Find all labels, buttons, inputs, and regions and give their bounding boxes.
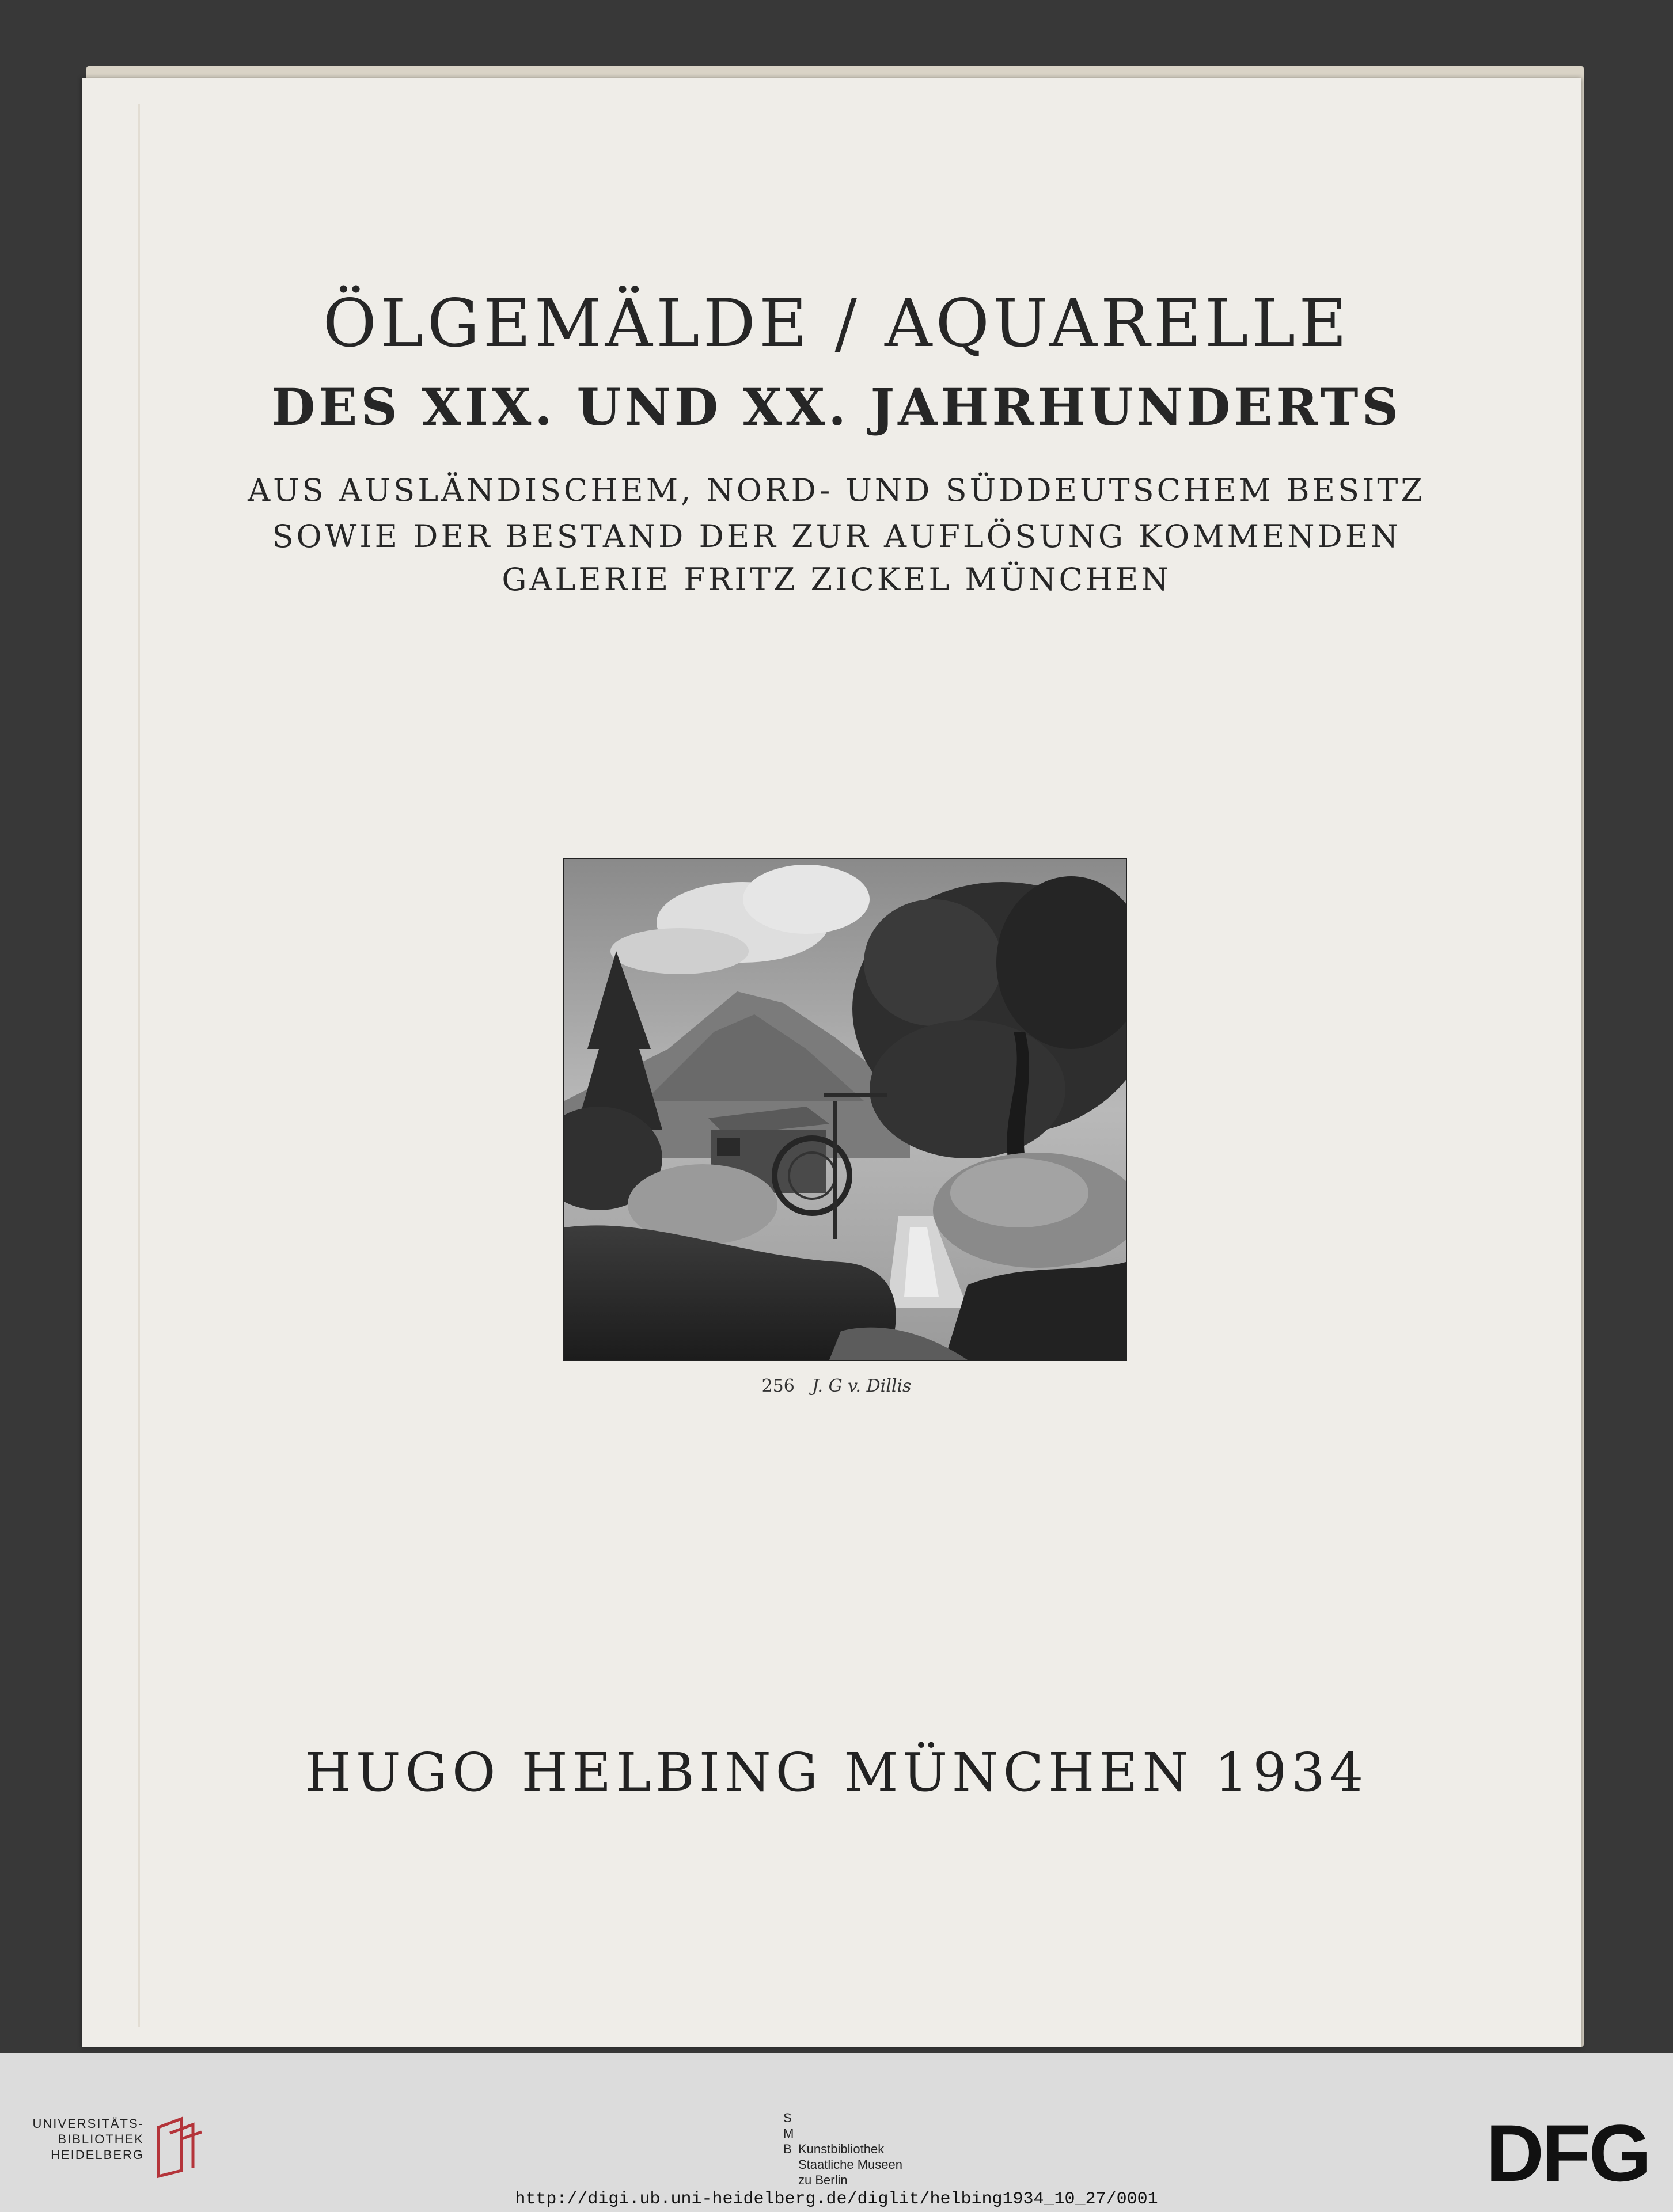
subtitle-line-3: GALERIE FRITZ ZICKEL MÜNCHEN: [502, 561, 1171, 598]
smb-text: zu Berlin: [798, 2173, 848, 2187]
smb-letter: M: [783, 2126, 794, 2141]
subtitle-line-2: SOWIE DER BESTAND DER ZUR AUFLÖSUNG KOMMENDEN: [272, 518, 1401, 554]
illustration-artist: J. G v. Dillis: [811, 1376, 912, 1396]
smb-letter: B: [783, 2142, 792, 2156]
library-line-1: UNIVERSITÄTS-: [32, 2116, 144, 2131]
smb-letter: S: [783, 2111, 792, 2125]
illustration-number: 256: [761, 1376, 795, 1396]
permalink-url[interactable]: http://digi.ub.uni-heidelberg.de/diglit/helbing1934_10_27/0001: [515, 2190, 1158, 2209]
title-line-1: ÖLGEMÄLDE / AQUARELLE: [323, 285, 1350, 362]
subtitle-line-1: AUS AUSLÄNDISCHEM, NORD- UND SÜDDEUTSCHEM BESITZ: [248, 472, 1425, 508]
title-line-2: DES XIX. UND XX. JAHRHUNDERTS: [271, 377, 1402, 437]
smb-row: [783, 2141, 902, 2157]
illustration-caption: [0, 1376, 1673, 1396]
library-name: [23, 2116, 144, 2162]
heidelberg-library-logo[interactable]: [23, 2116, 207, 2179]
smb-row: [783, 2126, 902, 2141]
dfg-logo[interactable]: DFG: [1486, 2108, 1649, 2198]
library-line-2: BIBLIOTHEK: [58, 2132, 144, 2146]
smb-kunstbibliothek-logo[interactable]: [783, 2110, 902, 2188]
library-line-3: HEIDELBERG: [51, 2148, 144, 2162]
painting-illustration: [563, 858, 1127, 1361]
smb-letter: [783, 2157, 798, 2172]
library-mark-icon: [153, 2116, 204, 2179]
smb-row: [783, 2172, 902, 2188]
smb-letter: [783, 2172, 798, 2188]
smb-row: [783, 2157, 902, 2172]
landscape-image: [564, 859, 1126, 1360]
publisher-line: HUGO HELBING MÜNCHEN 1934: [305, 1742, 1368, 1803]
smb-text: Staatliche Museen: [798, 2157, 902, 2172]
smb-text: Kunstbibliothek: [798, 2142, 885, 2156]
footer-bar: [0, 2053, 1673, 2212]
smb-row: [783, 2110, 902, 2126]
